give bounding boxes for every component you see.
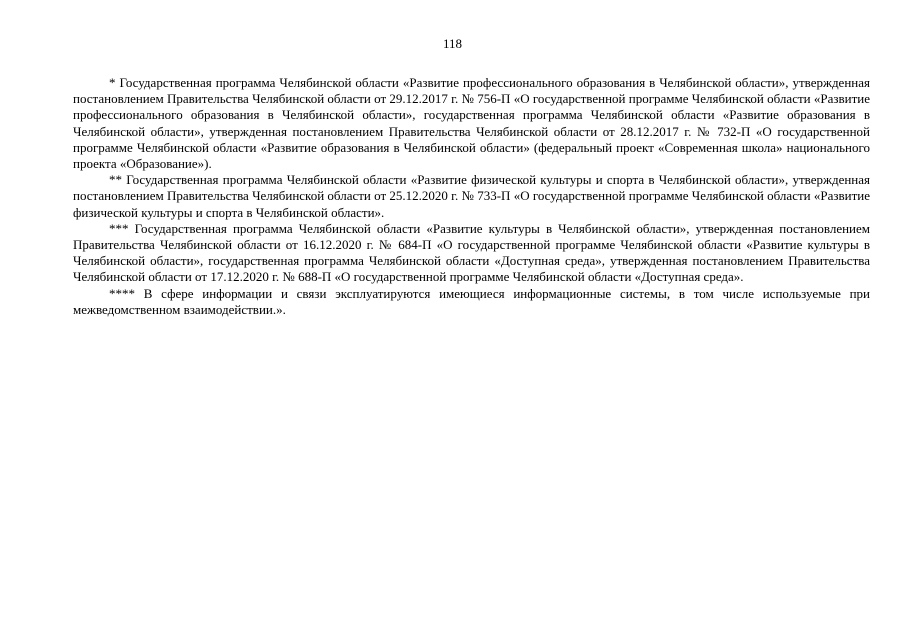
- footnote-3: *** Государственная программа Челябинской области «Развитие культуры в Челябинской области», утвержденная постановлением Правительства Челябинской области от 16.12.2020 г. № 684-П «О государственной программе Челябинской области «Развитие культуры в Челябинской области», государственная программа Челябинской области «Доступная среда», утвержденная постановлением Правительства Челябинской области от 17.12.2020 г. № 688-П «О государственной программе Челябинской области «Доступная среда».: [73, 220, 870, 285]
- footnote-1: * Государственная программа Челябинской области «Развитие профессионального образования в Челябинской области», утвержденная постановлением Правительства Челябинской области от 29.12.2017 г. № 756-П «О государственной программе Челябинской области «Развитие профессионального образования в Челябинской области», государственная программа Челябинской области «Развитие образования в Челябинской области», утвержденная постановлением Правительства Челябинской области от 28.12.2017 г. № 732-П «О государственной программе Челябинской области «Развитие образования в Челябинской области» (федеральный проект «Современная школа» национального проекта «Образование»).: [73, 75, 870, 172]
- footnote-2: ** Государственная программа Челябинской области «Развитие физической культуры и спорта в Челябинской области», утвержденная постановлением Правительства Челябинской области от 25.12.2020 г. № 733-П «О государственной программе Челябинской области «Развитие физической культуры и спорта в Челябинской области».: [73, 172, 870, 220]
- footnote-4: **** В сфере информации и связи эксплуатируются имеющиеся информационные системы, в том числе используемые при межведомственном взаимодействии.».: [73, 285, 870, 317]
- footnotes-section: [73, 75, 870, 318]
- page-number: 118: [442, 36, 463, 51]
